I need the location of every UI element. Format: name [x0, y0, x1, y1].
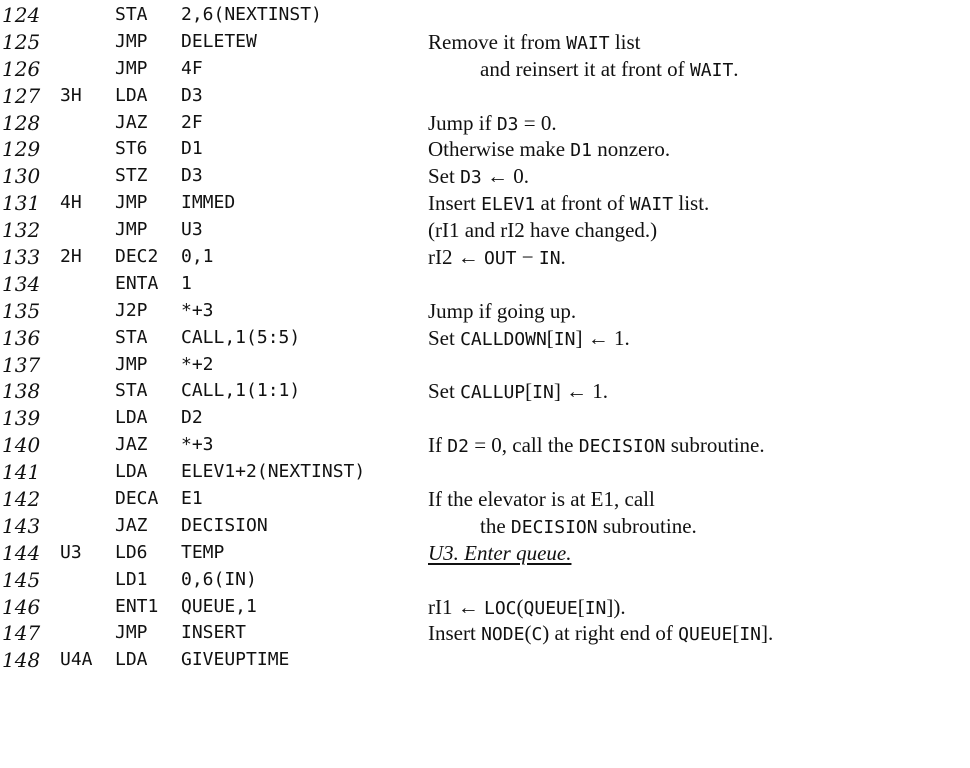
- opcode: LDA: [115, 407, 148, 429]
- step-heading: U3. Enter queue.: [428, 540, 572, 565]
- code-line: [0, 217, 970, 244]
- address-field: 1: [181, 272, 192, 294]
- code-line: [0, 298, 970, 325]
- line-number: 137: [2, 352, 41, 377]
- line-number: 144: [2, 540, 41, 565]
- opcode: JMP: [115, 622, 148, 644]
- code-line: [0, 244, 970, 271]
- comment: rI1 ← LOC(QUEUE[IN]).: [428, 594, 626, 619]
- comment: Jump if D3 = 0.: [428, 110, 557, 135]
- comment: Insert NODE(C) at right end of QUEUE[IN].: [428, 621, 774, 646]
- line-number: 134: [2, 271, 41, 296]
- address-field: GIVEUPTIME: [181, 649, 290, 671]
- opcode: DEC2: [115, 246, 159, 268]
- line-number: 143: [2, 513, 41, 538]
- comment: rI2 ← OUT − IN.: [428, 245, 566, 270]
- line-number: 146: [2, 594, 41, 619]
- line-number: 138: [2, 379, 41, 404]
- line-number: 132: [2, 218, 41, 243]
- opcode: LDA: [115, 84, 148, 106]
- opcode: LD6: [115, 541, 148, 563]
- code-line: [0, 513, 970, 540]
- address-field: INSERT: [181, 622, 247, 644]
- code-line: [0, 432, 970, 459]
- opcode: JMP: [115, 30, 148, 52]
- line-number: 131: [2, 191, 41, 216]
- code-line: [0, 405, 970, 432]
- address-field: *+2: [181, 353, 214, 375]
- comment: Set CALLDOWN[IN] ← 1.: [428, 325, 630, 350]
- address-field: 4F: [181, 57, 203, 79]
- opcode: JMP: [115, 192, 148, 214]
- code-line: [0, 486, 970, 513]
- comment: Otherwise make D1 nonzero.: [428, 137, 671, 162]
- address-field: TEMP: [181, 541, 225, 563]
- opcode: JAZ: [115, 514, 148, 536]
- opcode: J2P: [115, 299, 148, 321]
- line-number: 136: [2, 325, 41, 350]
- line-number: 148: [2, 648, 41, 673]
- code-line: [0, 56, 970, 83]
- address-field: E1: [181, 488, 203, 510]
- address-field: 0,1: [181, 246, 214, 268]
- line-number: 129: [2, 137, 41, 162]
- address-field: D2: [181, 407, 203, 429]
- line-number: 124: [2, 3, 41, 27]
- line-number: 130: [2, 164, 41, 189]
- code-line: [0, 163, 970, 190]
- code-line: [0, 29, 970, 56]
- address-field: DELETEW: [181, 30, 257, 52]
- opcode: JMP: [115, 353, 148, 375]
- address-field: 2F: [181, 111, 203, 133]
- address-field: 0,6(IN): [181, 568, 257, 590]
- line-number: 147: [2, 621, 41, 646]
- address-field: D3: [181, 165, 203, 187]
- location-label: U4A: [60, 649, 93, 671]
- location-label: 3H: [60, 84, 82, 106]
- opcode: ENTA: [115, 272, 159, 294]
- line-number: 128: [2, 110, 41, 135]
- address-field: QUEUE,1: [181, 595, 257, 617]
- code-line: [0, 594, 970, 621]
- location-label: 2H: [60, 246, 82, 268]
- opcode: LDA: [115, 461, 148, 483]
- line-number: 141: [2, 460, 41, 485]
- code-line: [0, 647, 970, 674]
- line-number: 127: [2, 83, 41, 108]
- address-field: D1: [181, 138, 203, 160]
- opcode: LDA: [115, 649, 148, 671]
- opcode: ST6: [115, 138, 148, 160]
- code-line: [0, 190, 970, 217]
- code-line: [0, 459, 970, 486]
- address-field: CALL,1(5:5): [181, 326, 301, 348]
- line-number: 139: [2, 406, 41, 431]
- opcode: STA: [115, 4, 148, 25]
- location-label: 4H: [60, 192, 82, 214]
- comment: and reinsert it at front of WAIT.: [480, 56, 739, 81]
- opcode: JMP: [115, 57, 148, 79]
- opcode: JAZ: [115, 111, 148, 133]
- comment: Set D3 ← 0.: [428, 164, 530, 189]
- opcode: ENT1: [115, 595, 159, 617]
- line-number: 133: [2, 245, 41, 270]
- code-line: [0, 325, 970, 352]
- code-line: [0, 110, 970, 137]
- address-field: *+3: [181, 434, 214, 456]
- code-line: [0, 378, 970, 405]
- program-listing: [0, 2, 970, 674]
- address-field: D3: [181, 84, 203, 106]
- comment: the DECISION subroutine.: [480, 513, 697, 538]
- line-number: 126: [2, 56, 41, 81]
- code-line: [0, 2, 970, 29]
- opcode: JMP: [115, 219, 148, 241]
- address-field: DECISION: [181, 514, 268, 536]
- comment: Jump if going up.: [428, 298, 577, 323]
- opcode: DECA: [115, 488, 159, 510]
- code-line: [0, 83, 970, 110]
- comment: Set CALLUP[IN] ← 1.: [428, 379, 609, 404]
- address-field: ELEV1+2(NEXTINST): [181, 461, 366, 483]
- comment: (rI1 and rI2 have changed.): [428, 218, 658, 243]
- address-field: IMMED: [181, 192, 236, 214]
- address-field: 2,6(NEXTINST): [181, 4, 322, 25]
- comment: Insert ELEV1 at front of WAIT list.: [428, 191, 710, 216]
- code-line: [0, 620, 970, 647]
- line-number: 125: [2, 29, 41, 54]
- comment: If D2 = 0, call the DECISION subroutine.: [428, 433, 765, 458]
- opcode: STA: [115, 380, 148, 402]
- line-number: 135: [2, 298, 41, 323]
- code-line: [0, 540, 970, 567]
- code-line: [0, 271, 970, 298]
- line-number: 142: [2, 487, 41, 512]
- code-line: [0, 136, 970, 163]
- address-field: *+3: [181, 299, 214, 321]
- line-number: 140: [2, 433, 41, 458]
- line-number: 145: [2, 567, 41, 592]
- opcode: JAZ: [115, 434, 148, 456]
- address-field: U3: [181, 219, 203, 241]
- address-field: CALL,1(1:1): [181, 380, 301, 402]
- opcode: STA: [115, 326, 148, 348]
- comment: Remove it from WAIT list: [428, 29, 641, 54]
- code-line: [0, 567, 970, 594]
- opcode: LD1: [115, 568, 148, 590]
- comment: If the elevator is at E1, call: [428, 487, 655, 512]
- opcode: STZ: [115, 165, 148, 187]
- location-label: U3: [60, 541, 82, 563]
- code-line: [0, 352, 970, 379]
